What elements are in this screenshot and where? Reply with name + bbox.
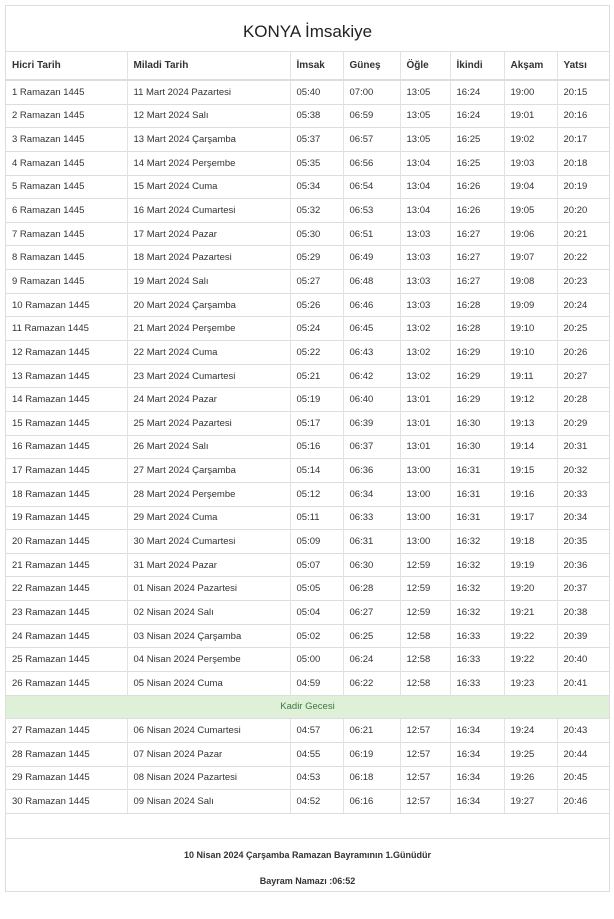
cell-yatsi: 20:22: [557, 246, 609, 270]
cell-yatsi: 20:29: [557, 411, 609, 435]
table-row: [6, 411, 609, 435]
cell-ogle: 13:00: [400, 459, 450, 483]
table-footer: [6, 813, 609, 891]
cell-hicri-tarih: 17 Ramazan 1445: [6, 459, 127, 483]
cell-aksam: 19:08: [504, 270, 557, 294]
table-row: [6, 648, 609, 672]
cell-aksam: 19:00: [504, 80, 557, 104]
cell-ogle: 13:05: [400, 104, 450, 128]
cell-ikindi: 16:26: [450, 199, 504, 223]
cell-imsak: 05:11: [290, 506, 343, 530]
cell-imsak: 05:19: [290, 388, 343, 412]
cell-miladi-tarih: 13 Mart 2024 Çarşamba: [127, 128, 290, 152]
bayram-namazi: Bayram Namazı :06:52: [259, 875, 356, 886]
cell-yatsi: 20:43: [557, 719, 609, 743]
cell-hicri-tarih: 5 Ramazan 1445: [6, 175, 127, 199]
cell-yatsi: 20:40: [557, 648, 609, 672]
cell-imsak: 04:55: [290, 742, 343, 766]
cell-miladi-tarih: 12 Mart 2024 Salı: [127, 104, 290, 128]
cell-yatsi: 20:24: [557, 293, 609, 317]
cell-miladi-tarih: 26 Mart 2024 Salı: [127, 435, 290, 459]
cell-ogle: 13:01: [400, 411, 450, 435]
cell-yatsi: 20:39: [557, 624, 609, 648]
cell-gunes: 06:22: [343, 672, 400, 696]
cell-yatsi: 20:21: [557, 222, 609, 246]
cell-hicri-tarih: 13 Ramazan 1445: [6, 364, 127, 388]
cell-yatsi: 20:37: [557, 577, 609, 601]
cell-hicri-tarih: 4 Ramazan 1445: [6, 151, 127, 175]
cell-aksam: 19:03: [504, 151, 557, 175]
cell-yatsi: 20:19: [557, 175, 609, 199]
cell-aksam: 19:12: [504, 388, 557, 412]
cell-ogle: 13:01: [400, 435, 450, 459]
cell-aksam: 19:20: [504, 577, 557, 601]
cell-yatsi: 20:32: [557, 459, 609, 483]
cell-ogle: 12:57: [400, 719, 450, 743]
cell-hicri-tarih: 20 Ramazan 1445: [6, 530, 127, 554]
table-row: [6, 577, 609, 601]
cell-ikindi: 16:32: [450, 553, 504, 577]
cell-ogle: 13:00: [400, 482, 450, 506]
cell-miladi-tarih: 20 Mart 2024 Çarşamba: [127, 293, 290, 317]
cell-gunes: 06:18: [343, 766, 400, 790]
cell-hicri-tarih: 18 Ramazan 1445: [6, 482, 127, 506]
cell-miladi-tarih: 03 Nisan 2024 Çarşamba: [127, 624, 290, 648]
cell-ogle: 13:05: [400, 80, 450, 104]
table-row: [6, 672, 609, 696]
cell-ikindi: 16:30: [450, 411, 504, 435]
cell-miladi-tarih: 30 Mart 2024 Cumartesi: [127, 530, 290, 554]
cell-imsak: 05:34: [290, 175, 343, 199]
cell-yatsi: 20:31: [557, 435, 609, 459]
cell-ikindi: 16:26: [450, 175, 504, 199]
cell-aksam: 19:15: [504, 459, 557, 483]
cell-imsak: 05:29: [290, 246, 343, 270]
cell-imsak: 05:16: [290, 435, 343, 459]
cell-miladi-tarih: 27 Mart 2024 Çarşamba: [127, 459, 290, 483]
cell-aksam: 19:24: [504, 719, 557, 743]
cell-aksam: 19:11: [504, 364, 557, 388]
cell-ogle: 13:02: [400, 364, 450, 388]
cell-imsak: 05:21: [290, 364, 343, 388]
cell-hicri-tarih: 24 Ramazan 1445: [6, 624, 127, 648]
imsakiye-table: [6, 52, 609, 813]
cell-gunes: 06:46: [343, 293, 400, 317]
cell-gunes: 06:27: [343, 601, 400, 625]
cell-hicri-tarih: 9 Ramazan 1445: [6, 270, 127, 294]
cell-imsak: 04:52: [290, 790, 343, 813]
page-title: KONYA İmsakiye: [6, 6, 609, 52]
table-row: [6, 459, 609, 483]
cell-ikindi: 16:27: [450, 246, 504, 270]
cell-ogle: 13:00: [400, 506, 450, 530]
cell-yatsi: 20:45: [557, 766, 609, 790]
cell-yatsi: 20:34: [557, 506, 609, 530]
table-row: [6, 222, 609, 246]
cell-imsak: 04:53: [290, 766, 343, 790]
cell-hicri-tarih: 11 Ramazan 1445: [6, 317, 127, 341]
cell-miladi-tarih: 07 Nisan 2024 Pazar: [127, 742, 290, 766]
table-header: [6, 52, 609, 80]
cell-imsak: 05:32: [290, 199, 343, 223]
cell-hicri-tarih: 6 Ramazan 1445: [6, 199, 127, 223]
cell-ikindi: 16:30: [450, 435, 504, 459]
cell-imsak: 05:14: [290, 459, 343, 483]
cell-gunes: 06:30: [343, 553, 400, 577]
cell-imsak: 05:04: [290, 601, 343, 625]
cell-ikindi: 16:29: [450, 388, 504, 412]
table-row: [6, 482, 609, 506]
cell-gunes: 06:48: [343, 270, 400, 294]
cell-gunes: 06:49: [343, 246, 400, 270]
table-row: [6, 719, 609, 743]
cell-hicri-tarih: 2 Ramazan 1445: [6, 104, 127, 128]
cell-hicri-tarih: 14 Ramazan 1445: [6, 388, 127, 412]
cell-hicri-tarih: 29 Ramazan 1445: [6, 766, 127, 790]
cell-ogle: 13:04: [400, 175, 450, 199]
cell-gunes: 06:36: [343, 459, 400, 483]
cell-ikindi: 16:28: [450, 317, 504, 341]
cell-aksam: 19:02: [504, 128, 557, 152]
cell-imsak: 05:27: [290, 270, 343, 294]
cell-aksam: 19:06: [504, 222, 557, 246]
cell-miladi-tarih: 29 Mart 2024 Cuma: [127, 506, 290, 530]
cell-imsak: 05:17: [290, 411, 343, 435]
cell-ikindi: 16:25: [450, 128, 504, 152]
cell-hicri-tarih: 28 Ramazan 1445: [6, 742, 127, 766]
col-header-imsak: İmsak: [290, 52, 343, 80]
table-row: [6, 435, 609, 459]
cell-miladi-tarih: 24 Mart 2024 Pazar: [127, 388, 290, 412]
cell-ikindi: 16:24: [450, 104, 504, 128]
kadir-gecesi-row: [6, 695, 609, 719]
cell-ogle: 13:03: [400, 293, 450, 317]
cell-aksam: 19:21: [504, 601, 557, 625]
cell-hicri-tarih: 8 Ramazan 1445: [6, 246, 127, 270]
cell-imsak: 05:07: [290, 553, 343, 577]
table-row: [6, 293, 609, 317]
cell-gunes: 06:34: [343, 482, 400, 506]
cell-gunes: 06:31: [343, 530, 400, 554]
header-row: [6, 52, 609, 80]
cell-aksam: 19:07: [504, 246, 557, 270]
cell-ikindi: 16:29: [450, 364, 504, 388]
cell-imsak: 05:38: [290, 104, 343, 128]
cell-yatsi: 20:41: [557, 672, 609, 696]
cell-gunes: 06:33: [343, 506, 400, 530]
cell-ogle: 13:03: [400, 270, 450, 294]
cell-gunes: 06:16: [343, 790, 400, 813]
table-row: [6, 246, 609, 270]
cell-hicri-tarih: 30 Ramazan 1445: [6, 790, 127, 813]
cell-aksam: 19:09: [504, 293, 557, 317]
cell-aksam: 19:25: [504, 742, 557, 766]
cell-yatsi: 20:17: [557, 128, 609, 152]
cell-gunes: 06:57: [343, 128, 400, 152]
cell-yatsi: 20:36: [557, 553, 609, 577]
cell-ogle: 13:04: [400, 151, 450, 175]
cell-yatsi: 20:27: [557, 364, 609, 388]
cell-gunes: 06:51: [343, 222, 400, 246]
cell-miladi-tarih: 21 Mart 2024 Perşembe: [127, 317, 290, 341]
cell-hicri-tarih: 12 Ramazan 1445: [6, 341, 127, 365]
cell-hicri-tarih: 1 Ramazan 1445: [6, 80, 127, 104]
cell-yatsi: 20:16: [557, 104, 609, 128]
bayram-info: [6, 838, 609, 891]
cell-miladi-tarih: 11 Mart 2024 Pazartesi: [127, 80, 290, 104]
cell-aksam: 19:26: [504, 766, 557, 790]
cell-ogle: 13:01: [400, 388, 450, 412]
cell-hicri-tarih: 15 Ramazan 1445: [6, 411, 127, 435]
cell-aksam: 19:01: [504, 104, 557, 128]
col-header-ikindi: İkindi: [450, 52, 504, 80]
cell-miladi-tarih: 31 Mart 2024 Pazar: [127, 553, 290, 577]
cell-gunes: 06:56: [343, 151, 400, 175]
col-header-hicri-tarih: Hicri Tarih: [6, 52, 127, 80]
col-header-ogle: Öğle: [400, 52, 450, 80]
cell-ogle: 12:59: [400, 577, 450, 601]
cell-gunes: 06:43: [343, 341, 400, 365]
cell-ogle: 13:02: [400, 341, 450, 365]
cell-hicri-tarih: 23 Ramazan 1445: [6, 601, 127, 625]
cell-aksam: 19:22: [504, 624, 557, 648]
cell-ogle: 12:57: [400, 790, 450, 813]
cell-aksam: 19:10: [504, 317, 557, 341]
cell-hicri-tarih: 27 Ramazan 1445: [6, 719, 127, 743]
cell-gunes: 06:39: [343, 411, 400, 435]
cell-ogle: 13:03: [400, 222, 450, 246]
cell-ikindi: 16:31: [450, 506, 504, 530]
cell-miladi-tarih: 15 Mart 2024 Cuma: [127, 175, 290, 199]
table-row: [6, 624, 609, 648]
cell-miladi-tarih: 17 Mart 2024 Pazar: [127, 222, 290, 246]
cell-hicri-tarih: 10 Ramazan 1445: [6, 293, 127, 317]
cell-gunes: 06:19: [343, 742, 400, 766]
cell-miladi-tarih: 28 Mart 2024 Perşembe: [127, 482, 290, 506]
cell-imsak: 05:00: [290, 648, 343, 672]
table-row: [6, 742, 609, 766]
cell-ikindi: 16:34: [450, 719, 504, 743]
col-header-gunes: Güneş: [343, 52, 400, 80]
cell-aksam: 19:14: [504, 435, 557, 459]
cell-miladi-tarih: 23 Mart 2024 Cumartesi: [127, 364, 290, 388]
cell-miladi-tarih: 16 Mart 2024 Cumartesi: [127, 199, 290, 223]
table-row: [6, 80, 609, 104]
cell-miladi-tarih: 01 Nisan 2024 Pazartesi: [127, 577, 290, 601]
table-row: [6, 199, 609, 223]
cell-aksam: 19:05: [504, 199, 557, 223]
cell-ikindi: 16:29: [450, 341, 504, 365]
cell-gunes: 06:21: [343, 719, 400, 743]
cell-hicri-tarih: 7 Ramazan 1445: [6, 222, 127, 246]
imsakiye-panel: [5, 5, 610, 892]
col-header-miladi-tarih: Miladi Tarih: [127, 52, 290, 80]
cell-gunes: 06:28: [343, 577, 400, 601]
cell-yatsi: 20:35: [557, 530, 609, 554]
cell-ikindi: 16:25: [450, 151, 504, 175]
cell-yatsi: 20:33: [557, 482, 609, 506]
cell-aksam: 19:04: [504, 175, 557, 199]
cell-yatsi: 20:44: [557, 742, 609, 766]
cell-miladi-tarih: 18 Mart 2024 Pazartesi: [127, 246, 290, 270]
cell-yatsi: 20:26: [557, 341, 609, 365]
cell-yatsi: 20:25: [557, 317, 609, 341]
cell-hicri-tarih: 19 Ramazan 1445: [6, 506, 127, 530]
bayram-date: 10 Nisan 2024 Çarşamba Ramazan Bayramının 1.Günüdür: [183, 849, 432, 860]
col-header-yatsi: Yatsı: [557, 52, 609, 80]
cell-yatsi: 20:20: [557, 199, 609, 223]
cell-miladi-tarih: 05 Nisan 2024 Cuma: [127, 672, 290, 696]
cell-imsak: 05:40: [290, 80, 343, 104]
cell-ogle: 12:58: [400, 624, 450, 648]
cell-ikindi: 16:31: [450, 482, 504, 506]
cell-aksam: 19:10: [504, 341, 557, 365]
cell-yatsi: 20:23: [557, 270, 609, 294]
cell-gunes: 06:40: [343, 388, 400, 412]
cell-gunes: 06:45: [343, 317, 400, 341]
cell-hicri-tarih: 26 Ramazan 1445: [6, 672, 127, 696]
cell-gunes: 06:24: [343, 648, 400, 672]
cell-miladi-tarih: 14 Mart 2024 Perşembe: [127, 151, 290, 175]
cell-ikindi: 16:33: [450, 648, 504, 672]
cell-yatsi: 20:38: [557, 601, 609, 625]
cell-miladi-tarih: 19 Mart 2024 Salı: [127, 270, 290, 294]
cell-ikindi: 16:34: [450, 766, 504, 790]
table-row: [6, 530, 609, 554]
table-row: [6, 317, 609, 341]
cell-imsak: 05:22: [290, 341, 343, 365]
cell-imsak: 05:12: [290, 482, 343, 506]
cell-imsak: 05:02: [290, 624, 343, 648]
table-row: [6, 601, 609, 625]
cell-ikindi: 16:27: [450, 270, 504, 294]
cell-ogle: 12:58: [400, 672, 450, 696]
cell-ogle: 13:03: [400, 246, 450, 270]
cell-miladi-tarih: 04 Nisan 2024 Perşembe: [127, 648, 290, 672]
cell-aksam: 19:18: [504, 530, 557, 554]
cell-gunes: 06:37: [343, 435, 400, 459]
cell-ogle: 12:57: [400, 742, 450, 766]
cell-imsak: 05:30: [290, 222, 343, 246]
cell-gunes: 06:25: [343, 624, 400, 648]
cell-imsak: 04:57: [290, 719, 343, 743]
cell-gunes: 06:53: [343, 199, 400, 223]
cell-miladi-tarih: 06 Nisan 2024 Cumartesi: [127, 719, 290, 743]
cell-aksam: 19:23: [504, 672, 557, 696]
table-row: [6, 364, 609, 388]
table-body: [6, 80, 609, 813]
cell-ogle: 12:58: [400, 648, 450, 672]
cell-gunes: 06:42: [343, 364, 400, 388]
cell-imsak: 05:26: [290, 293, 343, 317]
table-row: [6, 104, 609, 128]
cell-aksam: 19:22: [504, 648, 557, 672]
table-row: [6, 270, 609, 294]
kadir-gecesi-label: Kadir Gecesi: [6, 695, 609, 719]
col-header-aksam: Akşam: [504, 52, 557, 80]
cell-ikindi: 16:33: [450, 624, 504, 648]
table-row: [6, 553, 609, 577]
cell-ogle: 13:05: [400, 128, 450, 152]
cell-ikindi: 16:28: [450, 293, 504, 317]
cell-miladi-tarih: 25 Mart 2024 Pazartesi: [127, 411, 290, 435]
cell-miladi-tarih: 02 Nisan 2024 Salı: [127, 601, 290, 625]
cell-hicri-tarih: 21 Ramazan 1445: [6, 553, 127, 577]
cell-ikindi: 16:27: [450, 222, 504, 246]
cell-aksam: 19:16: [504, 482, 557, 506]
cell-imsak: 05:35: [290, 151, 343, 175]
cell-miladi-tarih: 22 Mart 2024 Cuma: [127, 341, 290, 365]
cell-ogle: 12:59: [400, 553, 450, 577]
cell-ikindi: 16:32: [450, 577, 504, 601]
cell-aksam: 19:13: [504, 411, 557, 435]
cell-imsak: 05:05: [290, 577, 343, 601]
cell-imsak: 05:24: [290, 317, 343, 341]
cell-gunes: 07:00: [343, 80, 400, 104]
cell-gunes: 06:54: [343, 175, 400, 199]
footer-spacer: [6, 814, 609, 838]
table-row: [6, 388, 609, 412]
cell-imsak: 04:59: [290, 672, 343, 696]
cell-aksam: 19:19: [504, 553, 557, 577]
cell-aksam: 19:17: [504, 506, 557, 530]
cell-miladi-tarih: 09 Nisan 2024 Salı: [127, 790, 290, 813]
table-row: [6, 790, 609, 813]
cell-yatsi: 20:28: [557, 388, 609, 412]
table-row: [6, 506, 609, 530]
cell-aksam: 19:27: [504, 790, 557, 813]
cell-ogle: 13:02: [400, 317, 450, 341]
cell-ikindi: 16:32: [450, 530, 504, 554]
cell-yatsi: 20:15: [557, 80, 609, 104]
table-row: [6, 341, 609, 365]
cell-hicri-tarih: 16 Ramazan 1445: [6, 435, 127, 459]
cell-ogle: 13:00: [400, 530, 450, 554]
cell-ogle: 13:04: [400, 199, 450, 223]
cell-ikindi: 16:32: [450, 601, 504, 625]
cell-ikindi: 16:31: [450, 459, 504, 483]
cell-imsak: 05:37: [290, 128, 343, 152]
cell-yatsi: 20:18: [557, 151, 609, 175]
cell-ikindi: 16:24: [450, 80, 504, 104]
cell-hicri-tarih: 22 Ramazan 1445: [6, 577, 127, 601]
cell-ikindi: 16:34: [450, 790, 504, 813]
cell-yatsi: 20:46: [557, 790, 609, 813]
cell-ikindi: 16:33: [450, 672, 504, 696]
cell-ogle: 12:59: [400, 601, 450, 625]
table-row: [6, 128, 609, 152]
cell-gunes: 06:59: [343, 104, 400, 128]
cell-ogle: 12:57: [400, 766, 450, 790]
table-row: [6, 151, 609, 175]
table-row: [6, 766, 609, 790]
cell-imsak: 05:09: [290, 530, 343, 554]
cell-hicri-tarih: 3 Ramazan 1445: [6, 128, 127, 152]
cell-hicri-tarih: 25 Ramazan 1445: [6, 648, 127, 672]
cell-ikindi: 16:34: [450, 742, 504, 766]
table-row: [6, 175, 609, 199]
cell-miladi-tarih: 08 Nisan 2024 Pazartesi: [127, 766, 290, 790]
